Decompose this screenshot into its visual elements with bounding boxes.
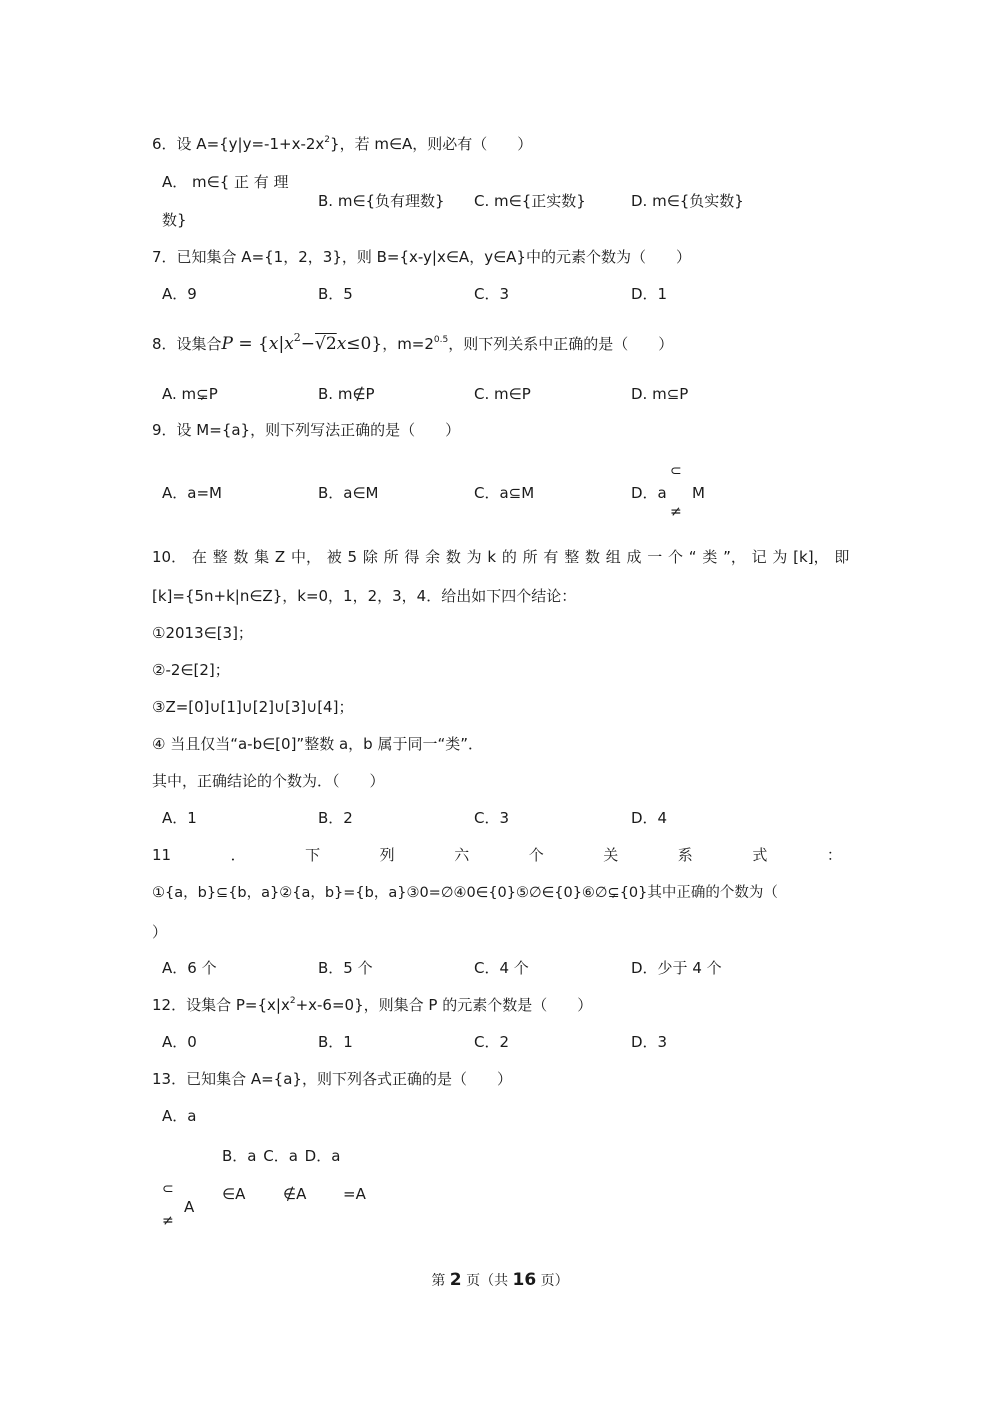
q6-option-a-line2: 数} xyxy=(162,211,187,229)
q11-option-c: C．4 个 xyxy=(474,959,529,977)
q12-option-a: A．0 xyxy=(162,1033,197,1051)
q10-option-c: C．3 xyxy=(474,809,510,827)
q12-option-c: C．2 xyxy=(474,1033,510,1051)
q10-statement-2: ②-2∈[2]； xyxy=(152,661,230,679)
q13-option-a-label: A．a xyxy=(162,1107,197,1125)
q13-not-equal-symbol: ≠ xyxy=(162,1213,174,1229)
q8-option-a: A. m⊊P xyxy=(162,385,218,403)
total-page-count: 16 xyxy=(512,1270,537,1290)
q13-subset-symbol: ⊂ xyxy=(162,1181,174,1197)
q9-option-b: B．a∈M xyxy=(318,484,379,502)
q10-statement-1: ①2013∈[3]； xyxy=(152,624,253,642)
q9-subset-symbol: ⊂ xyxy=(670,463,682,479)
current-page-number: 2 xyxy=(449,1270,462,1290)
q9-option-c: C．a⊆M xyxy=(474,484,535,502)
q6-option-d: D. m∈{负实数} xyxy=(631,192,744,210)
q7-option-a: A．9 xyxy=(162,285,197,303)
page-footer: 第 2 页（共 16 页） xyxy=(431,1270,569,1290)
q9-option-d-label: D．a xyxy=(631,484,667,502)
q10-stem-line2: [k]={5n+k|n∈Z}，k=0，1，2，3，4．给出如下四个结论： xyxy=(152,587,577,605)
q9-stem: 9．设 M={a}，则下列写法正确的是（ ） xyxy=(152,421,461,439)
q8-stem: 8．设集合$P = \{x|x^2-√2x\le 0\}$，$m=2^{0.5}$，则下列关系中正确的是（ ） xyxy=(152,331,674,354)
q11-option-b: B．5 个 xyxy=(318,959,373,977)
q10-question: 其中，正确结论的个数为．（ ） xyxy=(152,772,385,790)
q10-option-d: D．4 xyxy=(631,809,668,827)
q6-option-b: B. m∈{负有理数} xyxy=(318,192,445,210)
q13-option-d-relation: =A xyxy=(343,1185,366,1203)
q11-stem-line2: ①{a，b}⊆{b，a}②{a，b}={b，a}③0=∅④0∈{0}⑤∅∈{0}⑥∅⊊{0}其中正确的个数为（ xyxy=(152,885,778,901)
q13-option-a-set: A xyxy=(184,1198,195,1216)
q11-stem-line1: 11 ． 下 列 六 个 关 系 式 ： xyxy=(152,846,842,864)
q7-option-c: C．3 xyxy=(474,285,510,303)
q6-option-a-line1: A． m∈{ 正 有 理 xyxy=(162,173,289,191)
q8-option-d: D. m⊆P xyxy=(631,385,689,403)
q7-option-d: D．1 xyxy=(631,285,668,303)
q12-stem: 12．设集合 $P=\{x|x^2+x-6=0\}$，则集合 P 的元素个数是（ ） xyxy=(152,996,593,1014)
q13-option-b-relation: ∈A xyxy=(222,1185,246,1203)
q12-option-d: D．3 xyxy=(631,1033,668,1051)
q9-option-d-set: M xyxy=(692,484,705,502)
q11-option-d: D．少于 4 个 xyxy=(631,959,722,977)
q10-statement-4: ④ 当且仅当“a-b∈[0]”整数 a，b 属于同一“类”． xyxy=(152,735,483,753)
set-p-formula: $P = \{x|x^2-√2x\le 0\}$ xyxy=(221,331,383,354)
q6-stem: 6．设 $A=\{y|y=-1+x-2x^2\}$，若 m∈A，则必有（ ） xyxy=(152,135,533,153)
q6-option-c: C. m∈{正实数} xyxy=(474,192,586,210)
q10-statement-3: ③Z=[0]∪[1]∪[2]∪[3]∪[4]； xyxy=(152,698,354,716)
q11-stem-line3: ） xyxy=(152,923,168,941)
q8-option-b: B. m∉P xyxy=(318,385,375,403)
q10-option-b: B．2 xyxy=(318,809,353,827)
q9-not-equal-symbol: ≠ xyxy=(670,504,682,520)
q10-stem-line1: 10． 在 整 数 集 Z 中， 被 5 除 所 得 余 数 为 k 的 所 有 整 数 组 成 一 个 “ 类 ”， 记 为 [k]， 即 xyxy=(152,548,850,566)
q9-option-a: A．a=M xyxy=(162,484,222,502)
q11-option-a: A．6 个 xyxy=(162,959,217,977)
q13-options-bcd-labels: B．a C．a D．a xyxy=(222,1147,341,1165)
q7-stem: 7．已知集合 A={1，2，3}，则 B={x-y|x∈A，y∈A}中的元素个数为（ ） xyxy=(152,248,691,266)
q8-option-c: C. m∈P xyxy=(474,385,531,403)
q13-option-c-relation: ∉A xyxy=(283,1185,307,1203)
q12-option-b: B．1 xyxy=(318,1033,353,1051)
q7-option-b: B．5 xyxy=(318,285,353,303)
q13-stem: 13．已知集合 A={a}，则下列各式正确的是（ ） xyxy=(152,1070,512,1088)
q10-option-a: A．1 xyxy=(162,809,197,827)
